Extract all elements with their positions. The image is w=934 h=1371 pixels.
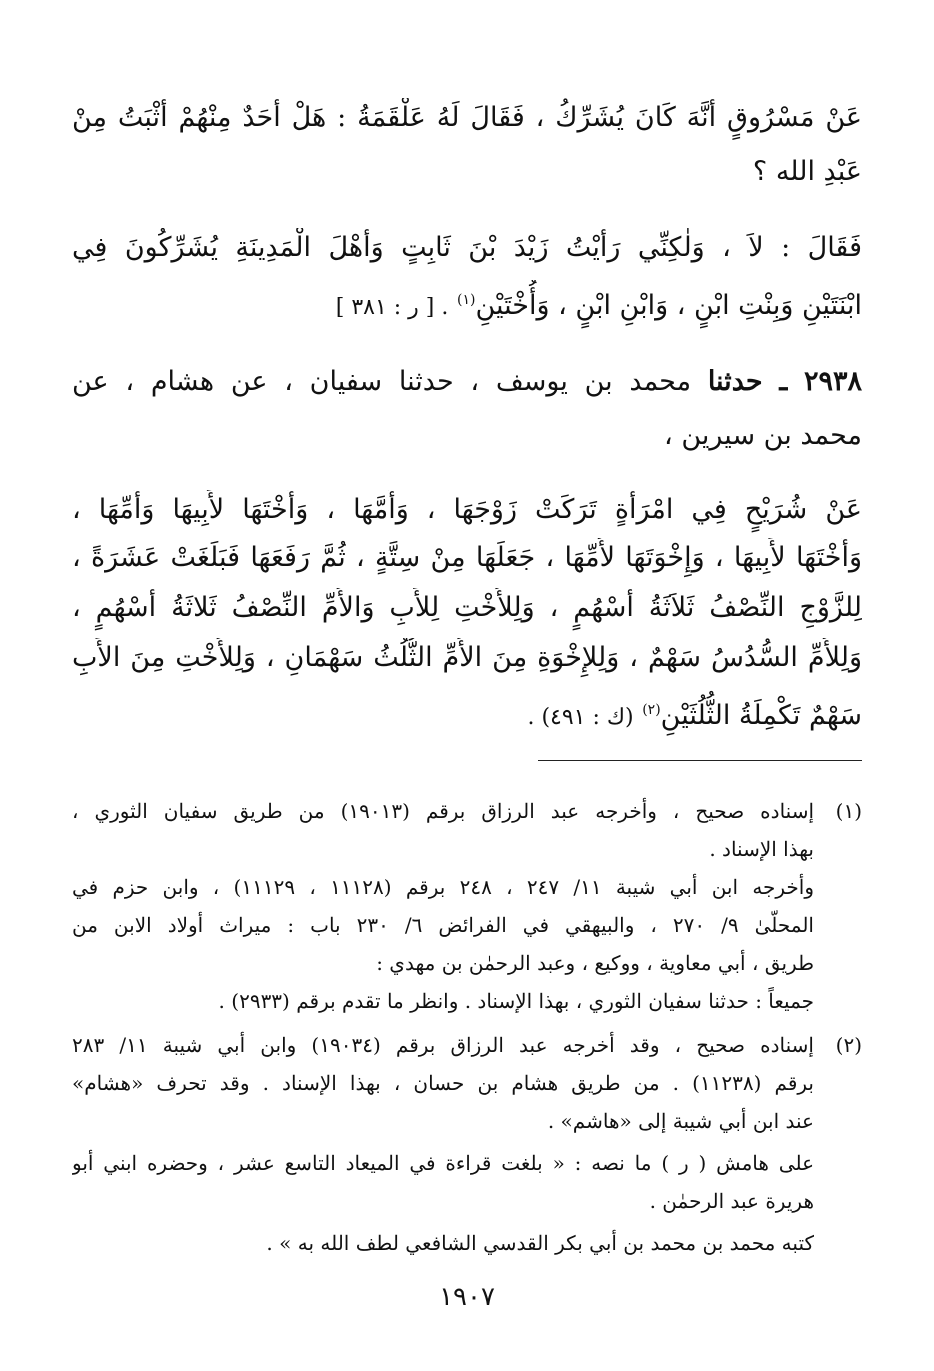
- hadith-text-line: [72, 280, 862, 330]
- cross-reference: . [ ر : ٣٨١ ]: [335, 295, 449, 320]
- footnote-line: المحلّىٰ ٩/ ٢٧٠ ، والبيهقي في الفرائض ٦/ ٢٣٠ باب : ميراث أولاد الابن من: [72, 913, 814, 937]
- footnote-number: (٢): [835, 1033, 862, 1057]
- hadith-text-line: عَنْ شُرَيْحٍ فِي امْرَأَةٍ تَرَكَتْ زَوْجَهَا ، وَأُمَّهَا ، وَأُخْتَهَا لأَبِيهَا وَأُمِّهَا ،: [72, 494, 862, 525]
- footnote-line: بهذا الإسناد .: [709, 837, 814, 861]
- footnote-number: (١): [835, 799, 862, 823]
- hadith-text-line: وَلِلأُمِّ السُّدُسُ سَهْمٌ ، وَلِلإِخْوَةِ مِنَ الأُمِّ الثُّلُثُ سَهْمَانِ ، وَلِلأُخْتِ مِنَ الأَبِ: [72, 642, 862, 673]
- footnote-line: على هامش ( ر ) ما نصه : « بلغت قراءة في الميعاد التاسع عشر ، وحضره ابني أبو: [72, 1151, 814, 1175]
- footnote-marker: (١): [456, 292, 476, 308]
- footnote-line: جميعاً : حدثنا سفيان الثوري ، بهذا الإسناد . وانظر ما تقدم برقم (٢٩٣٣) .: [218, 989, 814, 1013]
- hadith-chain-line: [72, 362, 862, 412]
- hadith-text-line: وَأُخْتَهَا لأَبِيهَا ، وَإِخْوَتَهَا لأُمِّهَا ، جَعَلَهَا مِنْ سِتَّةٍ ، ثُمَّ رَفَعَهَا فَبَلَغَتْ عَشَرَةً ،: [72, 542, 862, 573]
- footnote-line: كتبه محمد بن محمد بن أبي بكر القدسي الشافعي لطف الله به » .: [266, 1231, 814, 1255]
- footnote-marker: (٢): [642, 702, 661, 718]
- footnote-line: هريرة عبد الرحمٰن .: [649, 1189, 814, 1213]
- hadith-text-line: فَقَالَ : لاَ ، وَلٰكِنِّي رَأَيْتُ زَيْدَ بْنَ ثَابِتٍ وَأَهْلَ الْمَدِينَةِ يُشَرِّكُونَ فِي: [72, 232, 862, 263]
- footnote-line: وأخرجه ابن أبي شيبة ١١/ ٢٤٧ ، ٢٤٨ برقم (١١١٢٨ ، ١١١٢٩) ، وابن حزم في: [72, 875, 814, 899]
- hadith-text-line: لِلزَّوْجِ النِّصْفُ ثَلاَثَةُ أَسْهُمٍ ، وَلِلأُخْتِ لِلأَبِ وَالأُمِّ النِّصْفُ ثَلاثَةُ أَسْهُمٍ ،: [72, 592, 862, 623]
- hadith-chain-line: محمد بن سيرين ،: [664, 420, 862, 451]
- footnote-line: طريق ، أبي معاوية ، ووكيع ، وعبد الرحمٰن بن مهدي :: [376, 951, 814, 975]
- hadith-keyword: حدثنا: [707, 366, 763, 397]
- footnote-line: إسناده صحيح ، وقد أخرجه عبد الرزاق برقم (١٩٠٣٤) وابن أبي شيبة ١١/ ٢٨٣: [72, 1033, 814, 1057]
- cross-reference: (ك : ٤٩١) .: [527, 705, 634, 730]
- hadith-text-segment: ابْنَتَيْنِ وَبِنْتِ ابْنٍ ، وَابْنِ ابْنٍ ، وَأُخْتَيْنِ: [475, 290, 862, 321]
- hadith-chain-text: محمد بن يوسف ، حدثنا سفيان ، عن هشام ، عن: [72, 366, 692, 397]
- footnote-separator: [538, 760, 862, 761]
- footnote-line: برقم (١١٢٣٨) . من طريق هشام بن حسان ، بهذا الإسناد . وقد تحرف «هشام»: [72, 1071, 814, 1095]
- footnote-line: عند ابن أبي شيبة إلى «هاشم» .: [547, 1109, 814, 1133]
- hadith-dash: ـ: [779, 366, 788, 397]
- hadith-number: ٢٩٣٨: [803, 366, 862, 397]
- hadith-text-segment: سَهْمٌ تَكْمِلَةُ الثُّلُثَيْنِ: [660, 700, 862, 731]
- page-number: ١٩٠٧: [439, 1282, 495, 1312]
- hadith-text-line: [72, 690, 862, 740]
- footnote-line: إسناده صحيح ، وأخرجه عبد الرزاق برقم (١٩٠١٣) من طريق سفيان الثوري ،: [72, 799, 814, 823]
- hadith-text-line: عَبْدِ الله ؟: [752, 156, 862, 187]
- hadith-text-line: عَنْ مَسْرُوقٍ أَنَّهَ كَانَ يُشَرِّكُ ، فَقَالَ لَهُ عَلْقَمَةُ : هَلْ أَحَدٌ مِنْهُمْ أَثْبَتُ مِنْ: [72, 102, 862, 133]
